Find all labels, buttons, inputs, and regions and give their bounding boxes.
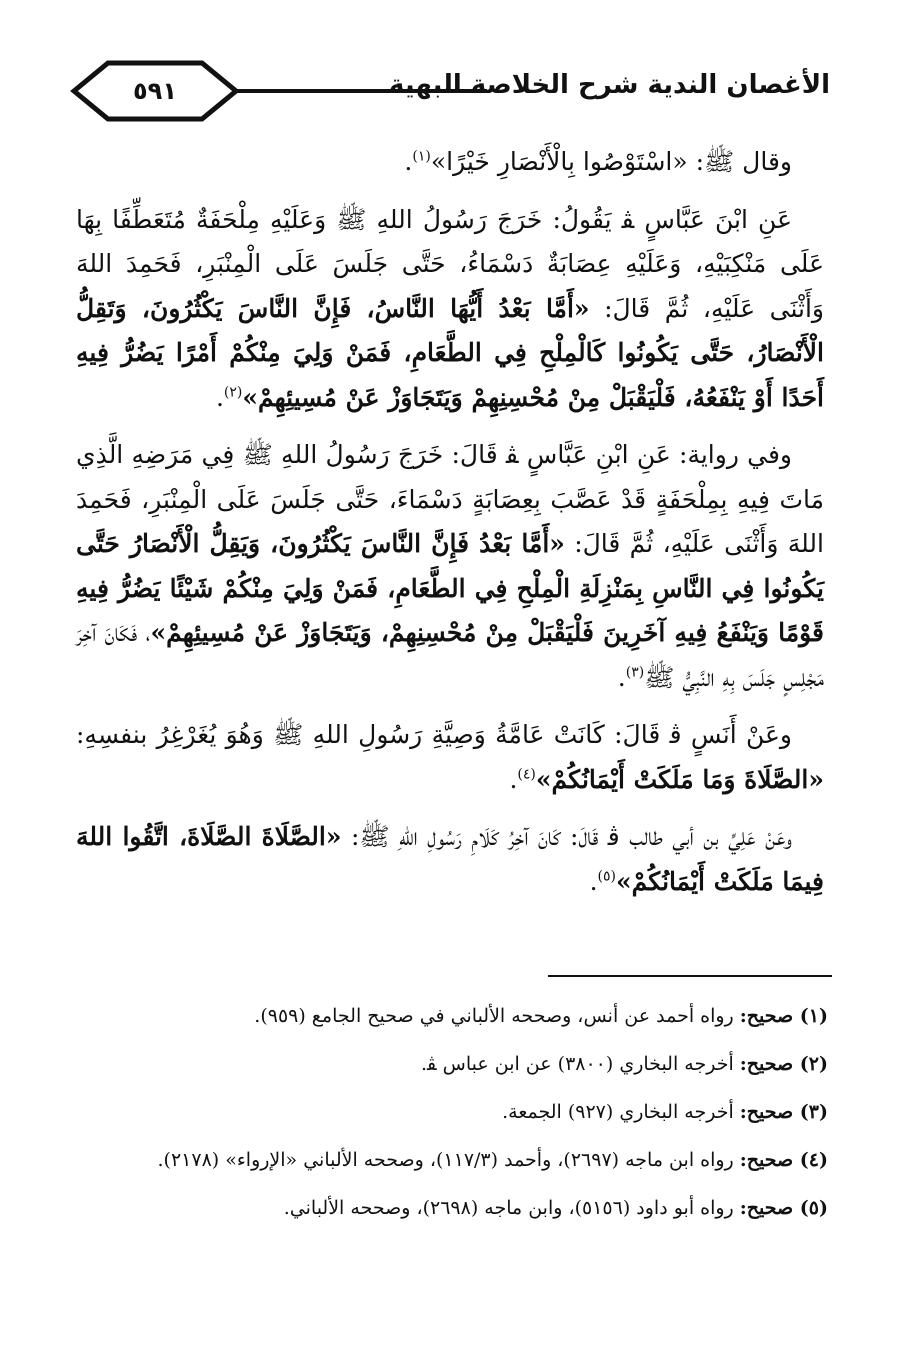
footnote-ref: (١) [412, 148, 431, 165]
footnote-label: (٤) صحيح: [739, 1149, 828, 1171]
footnote [76, 992, 828, 1040]
footnote-ref: (٢) [223, 384, 243, 401]
footnote-label: (٢) صحيح: [739, 1053, 828, 1075]
hadith-quote: «الصَّلَاةَ الصَّلَاةَ، اتَّقُوا اللهَ فِيمَا مَلَكَتْ أَيْمَانُكُمْ» [76, 822, 824, 896]
narration-text: . [617, 662, 626, 692]
footnote-text: أخرجه البخاري (٣٨٠٠) عن ابن عباس ﭭ. [420, 1053, 740, 1075]
narration-text: . [404, 147, 413, 176]
paragraph [76, 713, 824, 802]
footnote-ref: (٣) [625, 664, 645, 681]
footnote-text: أخرجه البخاري (٩٢٧) الجمعة. [502, 1101, 740, 1123]
footnote [76, 1184, 828, 1232]
footnote [76, 1040, 828, 1088]
paragraph [76, 198, 824, 421]
footnote-text: رواه أبو داود (٥١٥٦)، وابن ماجه (٢٦٩٨)، وصححه الألباني. [283, 1197, 740, 1219]
hadith-quote: «أَمَّا بَعْدُ أَيُّهَا النَّاسُ، فَإِنَّ النَّاسَ يَكْثُرُونَ، وَتَقِلُّ الْأَنْصَارُ، حَتَّى يَكُونُوا كَالْمِلْحِ فِي الطَّعَامِ، فَمَنْ وَلِيَ مِنْكُمْ أَمْرًا يَضُرُّ فِيهِ أَحَدًا أَوْ يَنْفَعُهُ، فَلْيَقْبَلْ مِنْ مُحْسِنِهِمْ وَيَتَجَاوَزْ عَنْ مُسِيئِهِمْ» [76, 293, 824, 412]
running-header [70, 60, 830, 130]
narration-text: عَنِ ابْنَ عَبَّاسٍ ﭭ يَقُولُ: خَرَجَ رَسُولُ اللهِ ﷺ وَعَلَيْهِ مِلْحَفَةٌ مُتَعَطِّفًا بِهَا عَلَى مَنْكِبَيْهِ، وَعَلَيْهِ عِصَابَةٌ دَسْمَاءُ، حَتَّى جَلَسَ عَلَى الْمِنْبَرِ، فَحَمِدَ اللهَ وَأَثْنَى عَلَيْهِ، ثُمَّ قَالَ: [76, 204, 825, 323]
narration-text: ، فَكَانَ آخِرَ مَجْلِسٍ جَلَسَ بِهِ النَّبِيُّ ﷺ [76, 618, 824, 692]
footnote-label: (٣) صحيح: [739, 1101, 828, 1123]
book-title: الأغصان الندية شرح الخلاصة البهية [388, 70, 830, 100]
narration-text: . [589, 866, 598, 896]
footnote [76, 1136, 828, 1184]
hadith-quote: «أَمَّا بَعْدُ فَإِنَّ النَّاسَ يَكْثُرُونَ، وَيَقِلُّ الْأَنْصَارُ حَتَّى يَكُونُوا فِي النَّاسِ بِمَنْزِلَةِ الْمِلْحِ فِي الطَّعَامِ، فَمَنْ وَلِيَ مِنْكُمْ شَيْئًا يَضُرُّ فِيهِ قَوْمًا وَيَنْفَعُ فِيهِ آخَرِينَ فَلْيَقْبَلْ مِنْ مُحْسِنِهِمْ، وَيَتَجَاوَزْ عَنْ مُسِيئِهِمْ» [76, 529, 824, 647]
footnote-text: رواه ابن ماجه (٢٦٩٧)، وأحمد (١١٧/٣)، وصححه الألباني «الإرواء» (٢١٧٨). [157, 1149, 740, 1171]
narration-text: وقال ﷺ: «اسْتَوْصُوا بِالْأَنْصَارِ خَيْرًا» [430, 147, 792, 176]
narration-text: . [215, 382, 224, 412]
footnote [76, 1088, 828, 1136]
footnote-label: (٥) صحيح: [739, 1197, 828, 1219]
footnote-ref: (٤) [517, 766, 536, 783]
main-text [76, 140, 824, 917]
narration-text: وعَنْ أَنَسٍ ﭬ قَالَ: كَانَتْ عَامَّةُ وَصِيَّةِ رَسُولِ اللهِ ﷺ وَهُوَ يُغَرْغِرُ بنفسِهِ: [76, 720, 792, 749]
narration-text: وفي رواية: عَنِ ابْنِ عَبَّاسٍ ﭭ قَالَ: خَرَجَ رَسُولُ اللهِ ﷺ فِي مَرَضِهِ الَّذِي مَاتَ فِيهِ بِمِلْحَفَةٍ قَدْ عَصَّبَ بِعِصَابَةٍ دَسْمَاءَ، حَتَّى جَلَسَ عَلَى الْمِنْبَرِ، فَحَمِدَ اللهَ وَأَثْنَى عَلَيْهِ، ثُمَّ قَالَ: [76, 440, 824, 558]
page-number: ٥٩١ [133, 77, 177, 105]
footnote-text: رواه أحمد عن أنس، وصححه الألباني في صحيح الجامع (٩٥٩). [254, 1005, 740, 1027]
paragraph [76, 140, 824, 185]
narration-text: . [509, 764, 518, 794]
narration-text: وعَنْ عَلِيِّ بن أبي طالب ﭬ قَالَ: كَانَ آخِرُ كَلَامِ رَسُولِ اللهِ ﷺ: [341, 822, 792, 851]
paragraph [76, 433, 824, 700]
hadith-quote: «الصَّلَاةَ وَمَا مَلَكَتْ أَيْمَانُكُمْ» [535, 764, 824, 794]
paragraph [76, 815, 824, 904]
page-number-badge [70, 60, 240, 122]
footnote-label: (١) صحيح: [739, 1005, 828, 1027]
footnote-separator [548, 975, 832, 977]
footnote-ref: (٥) [597, 868, 616, 885]
footnotes [76, 992, 828, 1232]
